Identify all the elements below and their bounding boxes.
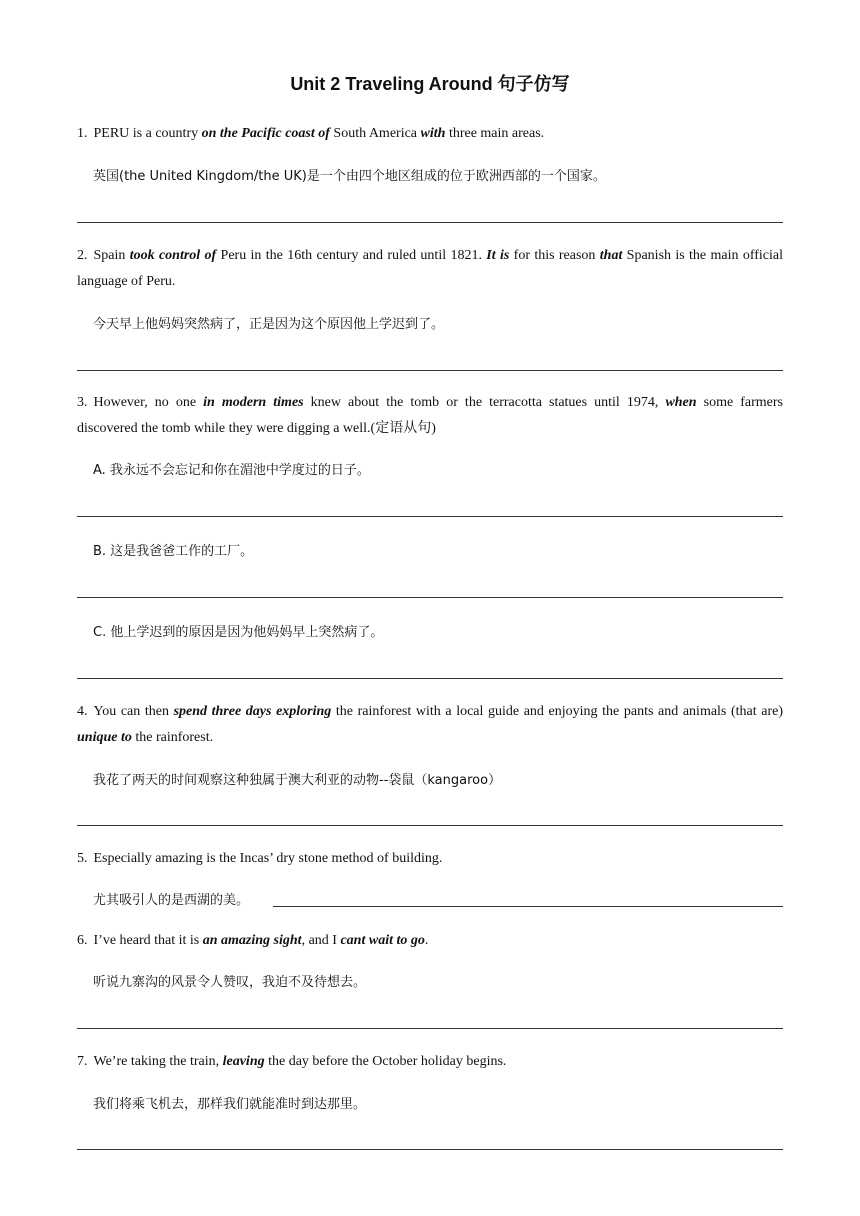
question-7: 7. We’re taking the train, leaving the day before the October holiday begins. <box>77 1054 507 1069</box>
question-1-prompt: 英国(the United Kingdom/the UK)是一个由四个地区组成的位于欧洲西部的一个国家。 <box>93 169 606 184</box>
question-4-prompt: 我花了两天的时间观察这种独属于澳大利亚的动物--袋鼠（kangaroo） <box>93 773 502 788</box>
question-3c-prompt: C. 他上学迟到的原因是因为他妈妈早上突然病了。 <box>93 625 384 640</box>
question-3: 3. However, no one in modern times knew about the tomb or the terracotta statues until 1974, when some farmers discovered the tomb while they were digging a well.(定语从句) <box>77 395 783 436</box>
question-2-prompt: 今天早上他妈妈突然病了，正是因为这个原因他上学迟到了。 <box>93 317 445 332</box>
question-1: 1. PERU is a country on the Pacific coast of South America with three main areas. <box>77 126 545 141</box>
answer-line-7[interactable] <box>77 1149 783 1150</box>
answer-line-3a[interactable] <box>77 516 783 517</box>
question-5: 5. Especially amazing is the Incas’ dry stone method of building. <box>77 851 443 866</box>
question-6-prompt: 听说九寨沟的风景令人赞叹，我迫不及待想去。 <box>93 975 367 990</box>
answer-line-6[interactable] <box>77 1028 783 1029</box>
answer-line-3c[interactable] <box>77 678 783 679</box>
question-5-prompt: 尤其吸引人的是西湖的美。 <box>93 893 250 908</box>
answer-line-5[interactable] <box>273 906 783 907</box>
question-2: 2. Spain took control of Peru in the 16th century and ruled until 1821. It is for this reason that Spanish is the main official language of Peru. <box>77 248 783 289</box>
answer-line-3b[interactable] <box>77 597 783 598</box>
answer-line-4[interactable] <box>77 825 783 826</box>
answer-line-2[interactable] <box>77 370 783 371</box>
page-title: Unit 2 Traveling Around 句子仿写 <box>290 74 570 94</box>
question-7-prompt: 我们将乘飞机去，那样我们就能准时到达那里。 <box>93 1097 367 1112</box>
question-6: 6. I’ve heard that it is an amazing sight, and I cant wait to go. <box>77 933 429 948</box>
question-4: 4. You can then spend three days exploring the rainforest with a local guide and enjoying the pants and animals (that are) unique to the rainforest. <box>77 704 784 745</box>
answer-line-1[interactable] <box>77 222 783 223</box>
question-3b-prompt: B. 这是我爸爸工作的工厂。 <box>93 544 254 559</box>
question-3a-prompt: A. 我永远不会忘记和你在湄池中学度过的日子。 <box>93 463 370 478</box>
